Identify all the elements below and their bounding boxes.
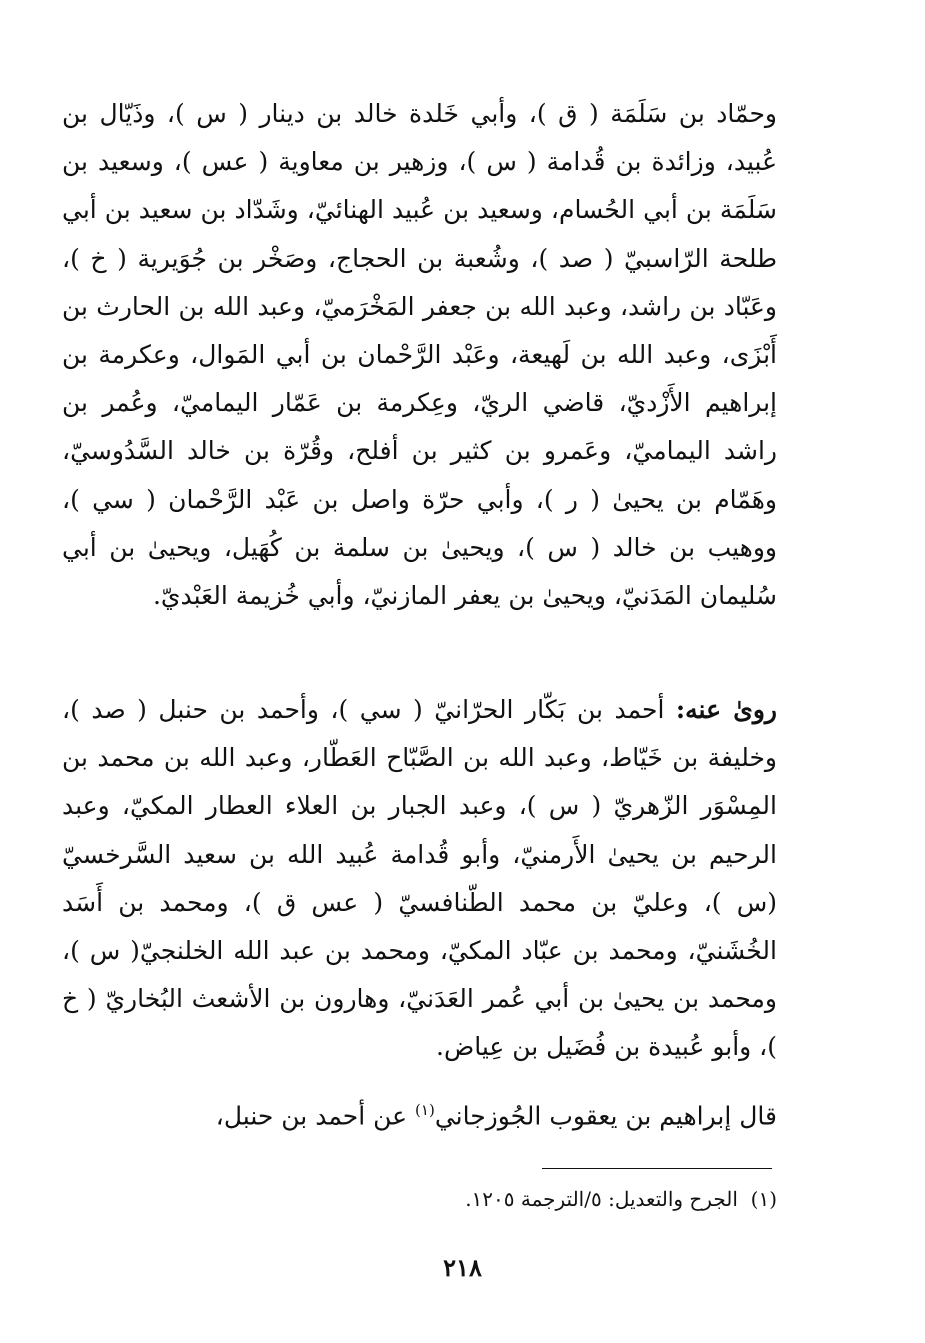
footnote-divider — [542, 1168, 772, 1169]
transmitters-paragraph — [62, 686, 777, 1072]
page-number: ٢١٨ — [443, 1253, 482, 1282]
quote-text-end: عن أحمد بن حنبل، — [215, 1101, 416, 1131]
footnote-marker: (١) — [750, 1187, 777, 1211]
quote-text-start: قال إبراهيم بن يعقوب الجُوزجاني — [434, 1101, 777, 1131]
narrators-paragraph — [62, 90, 777, 620]
footnote-text: الجرح والتعديل: ٥/الترجمة ١٢٠٥. — [465, 1187, 738, 1211]
footnote-reference[interactable]: (١) — [415, 1101, 435, 1119]
footnote — [62, 1184, 777, 1214]
quote-paragraph — [62, 1086, 777, 1141]
transmitters-lead: روىٰ عنه: — [675, 695, 777, 724]
narrators-text: وحمّاد بن سَلَمَة ( ق )، وأبي خَلدة خالد بن دينار ( س )، وذَيّال بن عُبيد، وزائدة بن قُدامة ( س )، وزهير بن معاوية ( عس )، وسعيد بن سَلَمَة بن أبي الحُسام، وسعيد بن عُبيد الهنائيّ، وشَدّاد بن سعيد بن أبي طلحة الرّاسبيّ ( صد )، وشُعبة بن الحجاج، وصَخْر بن جُوَيرية ( خ )، وعَبّاد بن راشد، وعبد الله بن جعفر المَخْرَميّ، وعبد الله بن الحارث بن أَبْزَى، وعبد الله بن لَهيعة، وعَبْد الرَّحْمان بن أبي المَوال، وعكرمة بن إبراهيم الأَزْديّ، قاضي الريّ، وعِكرمة بن عَمّار اليماميّ، وعُمر بن راشد اليماميّ، وعَمرو بن كثير بن أفلح، وقُرّة بن خالد السَّدُوسيّ، وهَمّام بن يحيىٰ ( ر )، وأبي حرّة واصل بن عَبْد الرَّحْمان ( سي )، ووهيب بن خالد ( س )، ويحيىٰ بن سلمة بن كُهَيل، ويحيىٰ بن أبي سُليمان المَدَنيّ، ويحيىٰ بن يعفر المازنيّ، وأبي خُزيمة العَبْديّ. — [62, 99, 778, 611]
transmitters-text: أحمد بن بَكّار الحرّانيّ ( سي )، وأحمد بن حنبل ( صد )، وخليفة بن خَيّاط، وعبد الله بن الصَّبّاح العَطّار، وعبد الله بن محمد بن المِسْوَر الزّهريّ ( س )، وعبد الجبار بن العلاء العطار المكيّ، وعبد الرحيم بن يحيىٰ الأَرمنيّ، وأبو قُدامة عُبيد الله بن سعيد السَّرخسيّ (س )، وعليّ بن محمد الطّنافسيّ ( عس ق )، ومحمد بن أَسَد الخُشَنيّ، ومحمد بن عبّاد المكيّ، ومحمد بن عبد الله الخلنجيّ( س )، ومحمد بن يحيىٰ بن أبي عُمر العَدَنيّ، وهارون بن الأشعث البُخاريّ ( خ )، وأبو عُبيدة بن فُضَيل بن عِياض. — [62, 695, 777, 1062]
